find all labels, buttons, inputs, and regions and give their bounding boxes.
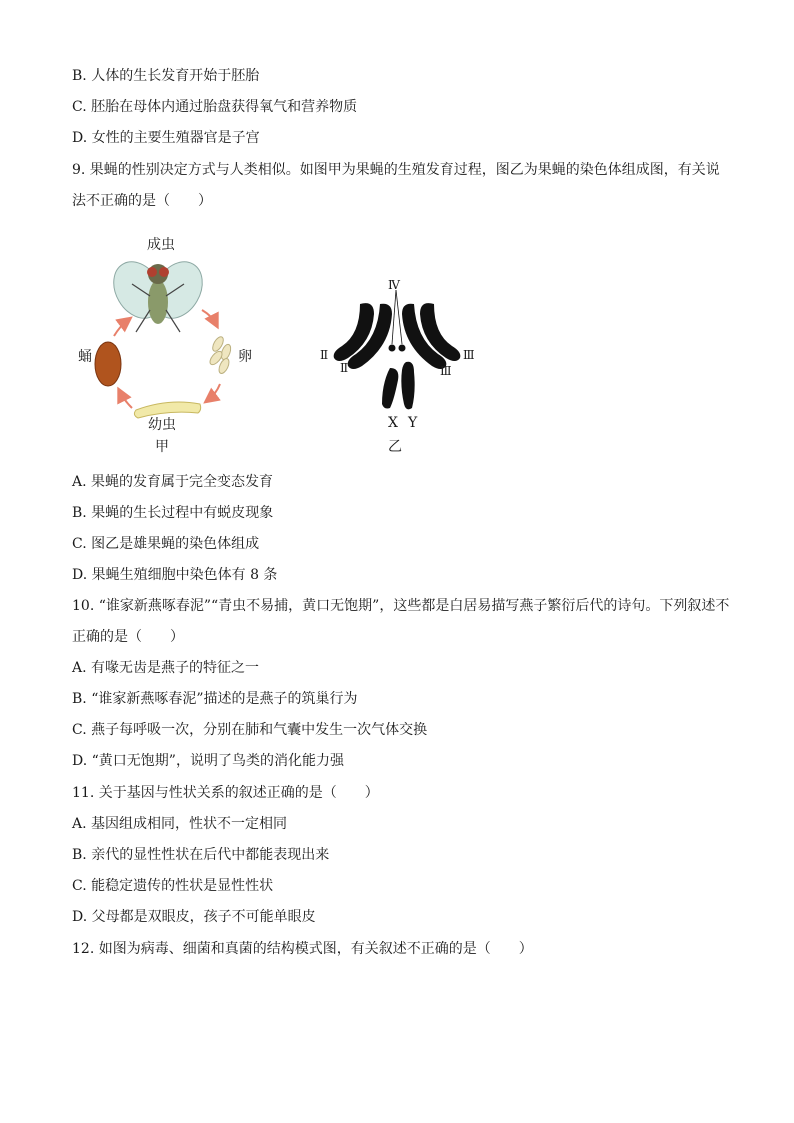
label-Y: Y: [408, 415, 418, 431]
label-II-inner: Ⅱ: [340, 361, 349, 375]
q11-option-c: C. 能稳定遗传的性状是显性性状: [72, 878, 274, 894]
q10-option-d: D. “黄口无饱期”，说明了鸟类的消化能力强: [72, 753, 344, 769]
label-III-outer: Ⅲ: [463, 348, 475, 362]
pointer-IV-right: [396, 290, 402, 344]
label-IV: Ⅳ: [388, 278, 400, 292]
q10-stem-line1: 10. “谁家新燕啄春泥”“青虫不易捕，黄口无饱期”，这些都是白居易描写燕子繁衍后代的诗句。下列叙述不: [72, 598, 730, 614]
chromosome-IV-right: [399, 345, 406, 352]
chromosome-IV-left: [389, 345, 396, 352]
q10-option-a: A. 有喙无齿是燕子的特征之一: [72, 660, 260, 676]
label-X: X: [388, 415, 398, 431]
q11-stem: 11. 关于基因与性状关系的叙述正确的是（ ）: [72, 785, 379, 801]
egg-image: [208, 335, 233, 375]
chromosome-Y: [401, 362, 414, 410]
chromosome-X: [382, 368, 398, 409]
arrow-egg-to-larva: [208, 384, 220, 400]
q10-option-b: B. “谁家新燕啄春泥”描述的是燕子的筑巢行为: [72, 691, 358, 707]
q9-stem-line1: 9. 果蝇的性别决定方式与人类相似。如图甲为果蝇的生殖发育过程，图乙为果蝇的染色体组成图，有关说: [72, 162, 720, 178]
figure-jia-caption: 甲: [155, 439, 169, 455]
q9-option-b: B. 果蝇的生长过程中有蜕皮现象: [72, 505, 274, 521]
pupa-image: [95, 342, 121, 386]
arrow-larva-to-pupa: [120, 392, 132, 408]
label-III-inner: Ⅲ: [440, 364, 452, 378]
q8-option-c: C. 胚胎在母体内通过胎盘获得氧气和营养物质: [72, 99, 358, 115]
label-II-outer: Ⅱ: [320, 348, 329, 362]
arrow-adult-to-egg: [202, 310, 216, 324]
figure-jia-life-cycle: [78, 232, 258, 462]
pointer-IV-left: [392, 290, 396, 344]
q9-stem-line2: 法不正确的是（ ）: [72, 193, 212, 209]
label-pupa: 蛹: [78, 349, 92, 365]
q9-option-d: D. 果蝇生殖细胞中染色体有 8 条: [72, 567, 278, 583]
q12-stem: 12. 如图为病毒、细菌和真菌的结构模式图，有关叙述不正确的是（ ）: [72, 941, 533, 957]
q8-option-b: B. 人体的生长发育开始于胚胎: [72, 68, 260, 84]
q9-option-a: A. 果蝇的发育属于完全变态发育: [72, 474, 274, 490]
label-egg: 卵: [238, 349, 252, 365]
q9-option-c: C. 图乙是雄果蝇的染色体组成: [72, 536, 260, 552]
q8-option-d: D. 女性的主要生殖器官是子宫: [72, 130, 260, 146]
adult-fly-image: [104, 253, 212, 332]
figure-yi-caption: 乙: [388, 439, 402, 455]
q11-option-d: D. 父母都是双眼皮，孩子不可能单眼皮: [72, 909, 316, 925]
q10-stem-line2: 正确的是（ ）: [72, 629, 184, 645]
q11-option-b: B. 亲代的显性性状在后代中都能表现出来: [72, 847, 330, 863]
label-larva: 幼虫: [148, 417, 176, 433]
q10-option-c: C. 燕子每呼吸一次，分别在肺和气囊中发生一次气体交换: [72, 722, 428, 738]
q11-option-a: A. 基因组成相同，性状不一定相同: [72, 816, 288, 832]
label-adult: 成虫: [147, 237, 175, 253]
arrow-pupa-to-adult: [114, 320, 128, 336]
figure-yi-chromosomes: [318, 276, 483, 461]
